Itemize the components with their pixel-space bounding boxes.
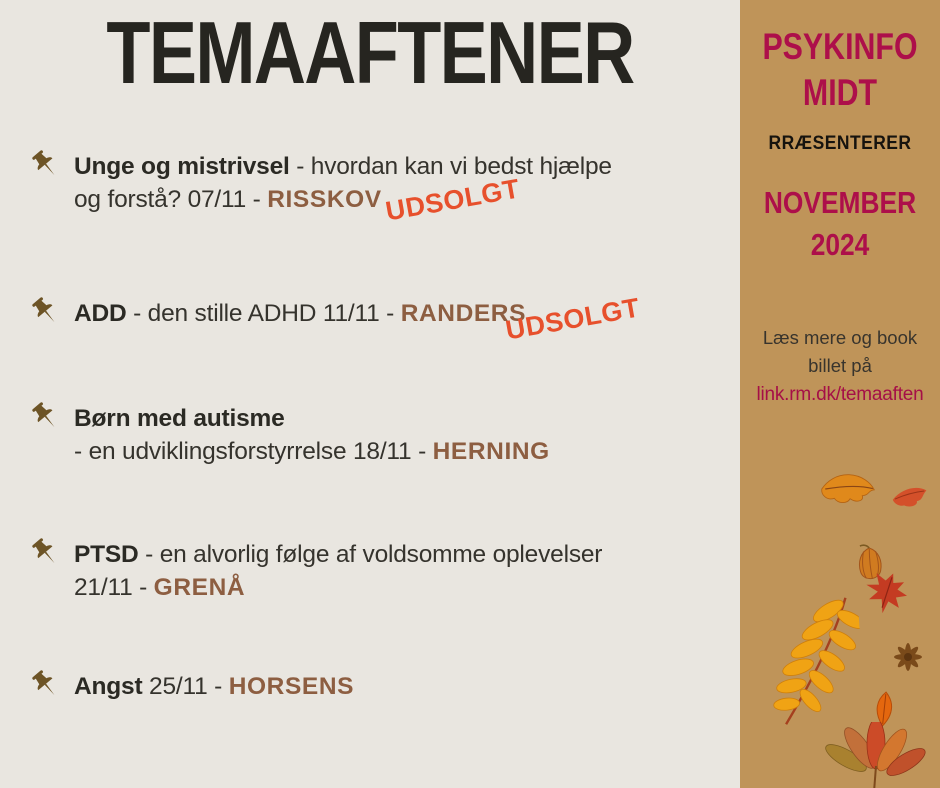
event-location: RANDERS: [400, 300, 527, 327]
physalis-pod-icon: [850, 541, 891, 590]
creeper-leaf-icon: [822, 722, 926, 788]
pushpin-icon: [28, 535, 64, 571]
pushpin-icon: [28, 399, 64, 435]
month-year: 2024: [810, 227, 870, 262]
small-red-leaf-icon: [889, 480, 930, 520]
pushpin-icon: [28, 294, 64, 330]
soldout-stamp: UDSOLGT: [503, 292, 642, 346]
event-text: [74, 670, 664, 703]
event-title: Børn med autisme: [74, 405, 285, 432]
month-name: NOVEMBER: [763, 185, 917, 220]
pushpin-icon: [28, 667, 64, 703]
oak-leaf-icon: [812, 460, 882, 527]
event-description: - en alvorlig følge af voldsomme oplevelser: [138, 541, 603, 568]
booking-link[interactable]: link.rm.dk/temaaften: [756, 384, 924, 405]
maple-leaf-icon: [853, 564, 916, 628]
event-location: GRENÅ: [153, 574, 246, 601]
event-description: - hvordan kan vi bedst hjælpe: [289, 153, 612, 180]
event-title: Unge og mistrivsel: [74, 153, 290, 180]
small-orange-leaf-icon: [868, 689, 900, 735]
event-title: ADD: [74, 300, 127, 327]
event-angst: [28, 670, 678, 703]
soldout-stamp: UDSOLGT: [383, 173, 522, 227]
event-boern-med-autisme: [28, 402, 678, 468]
event-location: RISSKOV: [267, 186, 382, 213]
presents-label: RRÆSENTERER: [768, 133, 912, 154]
event-text: [74, 538, 664, 604]
event-location: HERNING: [432, 438, 550, 465]
event-text: [74, 150, 664, 216]
event-ptsd: [28, 538, 678, 604]
brand-line2: MIDT: [802, 72, 878, 113]
event-description-line2: og forstå? 07/11 -: [74, 186, 268, 213]
event-text: [74, 402, 664, 468]
event-description: 25/11 -: [142, 673, 229, 700]
star-anise-icon: [888, 641, 928, 678]
brand-title: [758, 24, 922, 116]
pushpin-icon: [28, 147, 64, 183]
sidebar: [740, 0, 940, 788]
event-description: - den stille ADHD 11/11 -: [126, 300, 401, 327]
cta-line1: Læs mere og book: [762, 327, 918, 348]
cta-line2: billet på: [808, 355, 872, 376]
month-label: [755, 182, 925, 266]
event-unge-og-mistrivsel: [28, 150, 678, 227]
event-location: HORSENS: [228, 673, 355, 700]
event-title: PTSD: [74, 541, 139, 568]
page-title: TEMAAFTENER: [106, 3, 634, 102]
rowan-leaf-icon: [765, 593, 866, 736]
event-title: Angst: [74, 673, 143, 700]
event-description-line2: - en udviklingsforstyrrelse 18/11 -: [74, 438, 433, 465]
brand-line1: PSYKINFO: [762, 26, 918, 67]
event-add: [28, 292, 678, 346]
event-description-line2: 21/11 -: [74, 574, 154, 601]
call-to-action: [740, 324, 940, 409]
